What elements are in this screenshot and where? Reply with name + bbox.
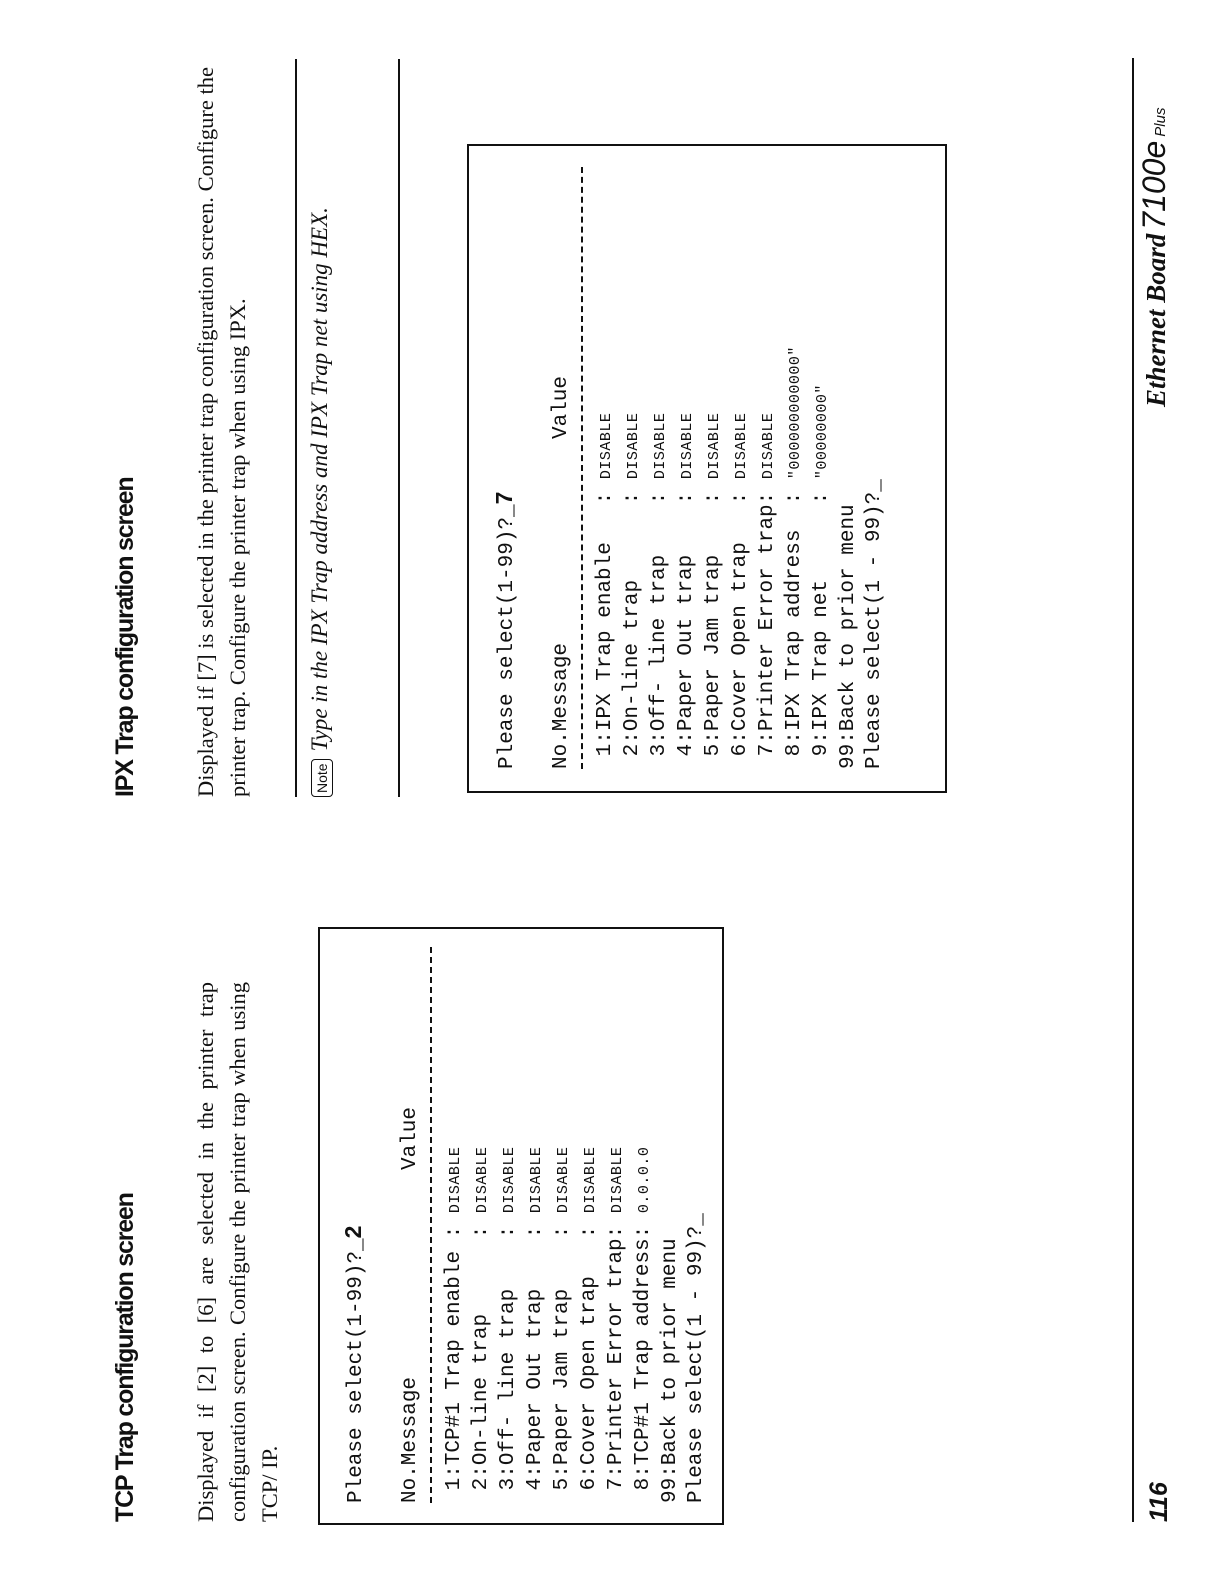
ipx-back-line: 99:Back to prior menu bbox=[837, 504, 860, 769]
row-no: 4 bbox=[675, 743, 698, 769]
row-no: 3 bbox=[497, 1477, 520, 1503]
row-sep: : bbox=[729, 479, 752, 505]
table-row bbox=[469, 929, 496, 1503]
row-no: 8 bbox=[783, 743, 806, 769]
tcp-prompt-value: 2 bbox=[340, 1225, 366, 1239]
tcp-column-header bbox=[398, 929, 424, 1503]
row-msg: :Paper Out trap bbox=[524, 1238, 547, 1478]
tcp-prompt-text: Please select(1-99)?_ bbox=[345, 1238, 368, 1503]
table-row bbox=[701, 146, 728, 769]
row-val: DISABLE bbox=[733, 412, 750, 480]
table-row bbox=[604, 929, 631, 1503]
row-no: 7 bbox=[756, 743, 779, 769]
table-row bbox=[577, 929, 604, 1503]
row-no: 9 bbox=[810, 743, 833, 769]
ipx-final-prompt: Please select(1 - 99)?_ bbox=[863, 479, 886, 769]
row-val: DISABLE bbox=[679, 412, 696, 480]
note-block bbox=[305, 0, 335, 797]
ipx-col-value: Value bbox=[550, 375, 573, 439]
row-msg: :Printer Error trap bbox=[756, 504, 779, 744]
table-row bbox=[674, 146, 701, 769]
tcp-row-list bbox=[442, 929, 658, 1503]
table-row bbox=[647, 146, 674, 769]
row-msg: :Off- line trap bbox=[648, 504, 671, 744]
row-sep: : bbox=[756, 479, 779, 505]
row-sep: : bbox=[675, 479, 698, 505]
ipx-terminal-screen bbox=[467, 144, 947, 793]
row-msg: :On-line trap bbox=[621, 504, 644, 744]
tcp-dashed-divider bbox=[430, 947, 432, 1503]
row-val: DISABLE bbox=[501, 1146, 518, 1214]
row-val: "000000000000" bbox=[787, 346, 804, 480]
table-row bbox=[755, 146, 782, 769]
row-msg: :TCP#1 Trap address bbox=[632, 1238, 655, 1478]
table-row bbox=[631, 929, 658, 1503]
row-val: DISABLE bbox=[447, 1146, 464, 1214]
row-no: 6 bbox=[578, 1477, 601, 1503]
row-sep: : bbox=[632, 1213, 655, 1239]
row-val: DISABLE bbox=[555, 1146, 572, 1214]
row-no: 8 bbox=[632, 1477, 655, 1503]
tcp-back-line: 99:Back to prior menu bbox=[659, 1238, 682, 1503]
table-row bbox=[523, 929, 550, 1503]
ipx-prompt-value: 7 bbox=[491, 491, 517, 505]
table-row bbox=[550, 929, 577, 1503]
row-sep: : bbox=[443, 1213, 466, 1239]
row-msg: :Paper Jam trap bbox=[702, 504, 725, 744]
row-msg: :Cover Open trap bbox=[729, 504, 752, 744]
brand-suffix: Plus bbox=[1152, 107, 1169, 137]
row-val: "00000000" bbox=[814, 384, 831, 480]
note-bottom-rule bbox=[398, 59, 400, 797]
table-row bbox=[782, 146, 809, 769]
row-msg: :Cover Open trap bbox=[578, 1238, 601, 1478]
row-msg: :Paper Jam trap bbox=[551, 1238, 574, 1478]
row-no: 1 bbox=[443, 1477, 466, 1503]
row-no: 4 bbox=[524, 1477, 547, 1503]
row-msg: :Printer Error trap bbox=[605, 1238, 628, 1478]
ipx-column-header bbox=[549, 146, 575, 769]
row-val: DISABLE bbox=[760, 412, 777, 480]
ipx-row-list bbox=[593, 146, 836, 769]
ipx-description: Displayed if [7] is selected in the printer trap configuration screen. Configure the printer trap. Configure the printer trap when using IPX. bbox=[193, 67, 250, 797]
row-no: 5 bbox=[551, 1477, 574, 1503]
note-icon: Note bbox=[311, 759, 333, 797]
note-top-rule bbox=[295, 59, 297, 797]
footer-brand bbox=[1136, 108, 1173, 407]
tcp-final-prompt: Please select(1 - 99)?_ bbox=[685, 1213, 708, 1503]
footer-rule bbox=[1132, 58, 1134, 1522]
row-no: 6 bbox=[729, 743, 752, 769]
row-no: 1 bbox=[594, 743, 617, 769]
table-row bbox=[620, 146, 647, 769]
row-no: 7 bbox=[605, 1477, 628, 1503]
tcp-terminal-screen bbox=[318, 927, 724, 1525]
table-row bbox=[809, 146, 836, 769]
row-msg: :On-line trap bbox=[470, 1238, 493, 1478]
tcp-prompt-line bbox=[340, 929, 370, 1503]
tcp-section-title: TCP Trap configuration screen bbox=[111, 1193, 139, 1522]
row-sep: : bbox=[551, 1213, 574, 1239]
row-msg: :Off- line trap bbox=[497, 1238, 520, 1478]
row-sep: : bbox=[621, 479, 644, 505]
row-no: 3 bbox=[648, 743, 671, 769]
row-sep: : bbox=[470, 1213, 493, 1239]
row-sep: : bbox=[605, 1213, 628, 1239]
row-sep: : bbox=[702, 479, 725, 505]
row-val: 0.0.0.0 bbox=[636, 1146, 653, 1214]
row-sep: : bbox=[497, 1213, 520, 1239]
row-sep: : bbox=[594, 479, 617, 505]
tcp-col-value: Value bbox=[399, 1106, 422, 1170]
row-msg: :IPX Trap net bbox=[810, 504, 833, 744]
tcp-description: Displayed if [2] to [6] are selected in the printer trap configuration screen. Configure the printer trap when using TCP/ IP. bbox=[193, 982, 282, 1522]
row-sep: : bbox=[783, 479, 806, 505]
table-row bbox=[593, 146, 620, 769]
row-sep: : bbox=[524, 1213, 547, 1239]
table-row bbox=[496, 929, 523, 1503]
row-val: DISABLE bbox=[528, 1146, 545, 1214]
page-number: 116 bbox=[1145, 1482, 1173, 1522]
row-no: 2 bbox=[621, 743, 644, 769]
ipx-prompt-text: Please select(1-99)?_ bbox=[496, 504, 519, 769]
row-val: DISABLE bbox=[652, 412, 669, 480]
row-sep: : bbox=[810, 479, 833, 505]
row-val: DISABLE bbox=[625, 412, 642, 480]
row-msg: :IPX Trap address bbox=[783, 504, 806, 744]
row-val: DISABLE bbox=[598, 412, 615, 480]
row-no: 5 bbox=[702, 743, 725, 769]
row-msg: :Paper Out trap bbox=[675, 504, 698, 744]
row-val: DISABLE bbox=[582, 1146, 599, 1214]
row-msg: :IPX Trap enable bbox=[594, 504, 617, 744]
ipx-section-title: IPX Trap configuration screen bbox=[111, 477, 139, 797]
note-text: Type in the IPX Trap address and IPX Trap net using HEX. bbox=[307, 207, 332, 752]
ipx-dashed-divider bbox=[581, 167, 583, 769]
row-no: 2 bbox=[470, 1477, 493, 1503]
row-sep: : bbox=[578, 1213, 601, 1239]
tcp-col-no: No.Message bbox=[399, 1376, 422, 1503]
row-msg: :TCP#1 Trap enable bbox=[443, 1238, 466, 1478]
ipx-col-no: No.Message bbox=[550, 642, 573, 769]
row-val: DISABLE bbox=[474, 1146, 491, 1214]
table-row bbox=[442, 929, 469, 1503]
ipx-prompt-line bbox=[491, 146, 521, 769]
brand-model: 7100e bbox=[1136, 140, 1172, 230]
row-val: DISABLE bbox=[706, 412, 723, 480]
row-val: DISABLE bbox=[609, 1146, 626, 1214]
table-row bbox=[728, 146, 755, 769]
row-sep: : bbox=[648, 479, 671, 505]
brand-name: Ethernet Board bbox=[1141, 233, 1171, 407]
